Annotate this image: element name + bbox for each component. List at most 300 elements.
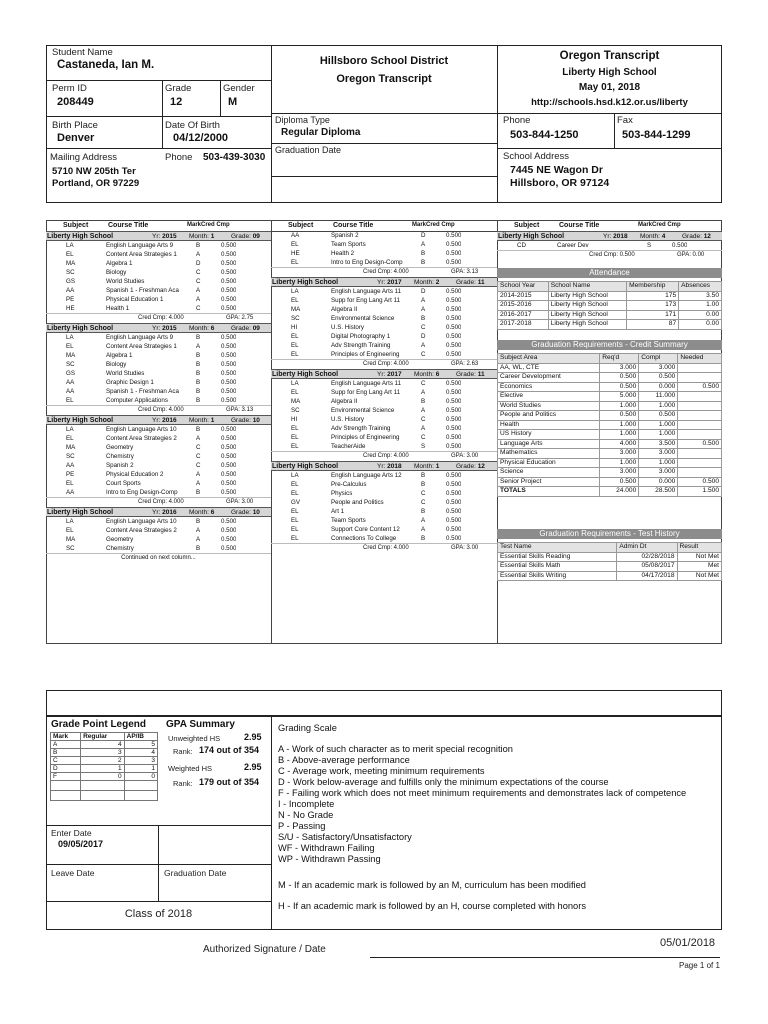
term-year: Yr: 2016 <box>152 417 177 424</box>
table-row <box>498 458 722 468</box>
table-cell: 1.00 <box>679 301 722 311</box>
course-subject: GS <box>66 278 75 285</box>
course-title: Environmental Science <box>331 315 395 322</box>
course-row <box>271 350 497 359</box>
course-title: Algebra 1 <box>106 352 133 359</box>
course-title: Content Area Strategies 2 <box>106 527 177 534</box>
term-school: Liberty High School <box>272 463 339 470</box>
course-mark: A <box>421 306 426 313</box>
unweighted-gpa: 2.95 <box>244 732 262 742</box>
course-mark: A <box>421 526 426 533</box>
table-cell: People and Politics <box>498 411 600 421</box>
term-month-value: 4 <box>661 233 666 240</box>
term-month-value: 1 <box>210 233 215 240</box>
course-mark: C <box>421 380 426 387</box>
term-grade-value: 11 <box>477 279 485 286</box>
diploma-type: Regular Diploma <box>281 127 361 138</box>
course-row <box>46 535 271 544</box>
course-title-header: Course Title <box>333 222 374 229</box>
course-credit: 0.500 <box>221 489 237 496</box>
course-mark: A <box>196 343 201 350</box>
course-row <box>46 443 271 452</box>
course-credit: 0.500 <box>446 342 462 349</box>
course-title: Spanish 2 <box>331 232 359 239</box>
term-year: Yr: 2016 <box>152 509 177 516</box>
graduation-date-label: Graduation Date <box>275 145 342 155</box>
table-cell: Liberty High School <box>548 310 626 320</box>
course-row <box>271 323 497 332</box>
term-school: Liberty High School <box>272 371 339 378</box>
course-credit: 0.500 <box>221 370 237 377</box>
subject-header: Subject <box>514 222 540 229</box>
course-mark: D <box>421 232 426 239</box>
course-row <box>46 304 271 313</box>
table-cell: 1.000 <box>600 401 639 411</box>
enter-date-label: Enter Date <box>51 828 92 838</box>
course-title: Content Area Strategies 2 <box>106 435 177 442</box>
course-subject: PE <box>66 296 75 303</box>
course-title: Biology <box>106 361 127 368</box>
course-row <box>271 424 497 433</box>
grading-scale-item: S/U - Satisfactory/Unsatisfactory <box>278 832 412 842</box>
table-cell: Not Met <box>677 552 722 562</box>
term-year-value: 2017 <box>387 279 402 286</box>
gpa-summary-title: GPA Summary <box>166 719 235 730</box>
page-number: Page 1 of 1 <box>679 961 720 970</box>
course-title: World Studies <box>106 278 145 285</box>
course-subject: LA <box>291 380 299 387</box>
subject-header: Subject <box>63 222 89 229</box>
course-row <box>46 425 271 434</box>
legend-cell: 0 <box>124 773 157 781</box>
course-row <box>46 241 271 250</box>
course-subject: EL <box>291 259 299 266</box>
legend-cell: F <box>51 773 81 781</box>
rank-2-label: Rank: <box>173 779 193 788</box>
term-credit-summary <box>271 451 497 461</box>
course-credit: 0.500 <box>221 296 237 303</box>
table-cell: 2016-2017 <box>498 310 549 320</box>
term-grade: Grade: 09 <box>231 325 260 332</box>
course-credit: 0.500 <box>221 260 237 267</box>
course-title: U.S. History <box>331 324 365 331</box>
course-mark: A <box>196 287 201 294</box>
unweighted-label: Unweighted HS <box>168 734 221 743</box>
table-cell <box>678 449 722 459</box>
attendance-title: Attendance <box>497 268 722 278</box>
course-row <box>46 544 271 553</box>
table-cell: AA, WL, CTE <box>498 363 600 373</box>
term-month-value: 1 <box>210 417 215 424</box>
course-mark: B <box>196 388 201 395</box>
term-month: Month: 6 <box>414 371 440 378</box>
course-subject: EL <box>66 435 74 442</box>
course-credit: 0.500 <box>221 388 237 395</box>
course-row <box>46 295 271 304</box>
legend-header-row <box>51 733 158 741</box>
course-mark: C <box>196 278 201 285</box>
course-subject: AA <box>66 379 75 386</box>
term-grade: Grade: 12 <box>456 463 485 470</box>
table-header-row <box>498 282 722 292</box>
course-mark: B <box>421 398 426 405</box>
term-header <box>271 461 497 471</box>
course-subject: LA <box>291 288 299 295</box>
course-row <box>46 488 271 497</box>
markcred-header: MarkCred Cmp <box>412 222 455 228</box>
course-row <box>271 442 497 451</box>
dob-label: Date Of Birth <box>165 120 220 131</box>
course-row <box>46 452 271 461</box>
cred-cmp: Cred Cmp: 4.000 <box>363 361 409 367</box>
table-row <box>498 430 722 440</box>
course-title: Career Dev <box>557 242 589 249</box>
grading-scale-item: C - Average work, meeting minimum requirements <box>278 766 485 776</box>
blank-header-box <box>46 690 722 716</box>
course-credit: 0.500 <box>446 416 462 423</box>
course-mark: A <box>421 342 426 349</box>
term-gpa: GPA: 3.00 <box>451 545 479 551</box>
table-cell: 0.500 <box>600 411 639 421</box>
course-row <box>46 268 271 277</box>
course-subject: EL <box>66 251 74 258</box>
course-subject: EL <box>291 241 299 248</box>
weighted-label: Weighted HS <box>168 764 213 773</box>
table-cell <box>678 420 722 430</box>
column-header <box>46 221 271 231</box>
course-title: Support Core Content 12 <box>331 526 400 533</box>
course-row <box>271 240 497 249</box>
course-subject: EL <box>291 425 299 432</box>
course-row <box>46 277 271 286</box>
table-cell: Liberty High School <box>548 291 626 301</box>
term-grade: Grade: 11 <box>456 279 485 286</box>
grading-scale-item: A - Work of such character as to merit special recognition <box>278 744 513 754</box>
column-header <box>271 221 497 231</box>
course-row <box>271 433 497 442</box>
grade-value: 12 <box>170 96 183 108</box>
grading-scale-item: WF - Withdrawn Failing <box>278 843 375 853</box>
grading-scale-title: Grading Scale <box>278 723 337 733</box>
table-cell: 3.000 <box>600 449 639 459</box>
table-header-cell: Test Name <box>498 543 617 553</box>
table-cell: 02/28/2018 <box>617 552 677 562</box>
course-row <box>271 471 497 480</box>
course-mark: D <box>421 288 426 295</box>
course-row <box>271 397 497 406</box>
course-subject: EL <box>291 443 299 450</box>
table-row <box>498 401 722 411</box>
signature-label: Authorized Signature / Date <box>203 944 326 955</box>
term-month-value: 6 <box>210 509 215 516</box>
course-mark: B <box>421 535 426 542</box>
table-row <box>498 363 722 373</box>
course-title: Chemistry <box>106 545 134 552</box>
rank-2: 179 out of 354 <box>199 777 260 787</box>
course-credit: 0.500 <box>446 472 462 479</box>
course-subject: HI <box>291 324 298 331</box>
term-credit-summary <box>271 267 497 277</box>
course-mark: A <box>196 471 201 478</box>
grade-point-legend-table <box>50 732 158 801</box>
table-header-cell: Absences <box>679 282 722 292</box>
course-mark: C <box>421 351 426 358</box>
course-column-2 <box>271 221 497 553</box>
course-mark: B <box>421 472 426 479</box>
course-title: Court Sports <box>106 480 141 487</box>
table-cell: Essential Skills Writing <box>498 571 617 581</box>
table-cell: 87 <box>627 320 679 330</box>
course-mark: B <box>421 259 426 266</box>
legend-empty-cell <box>51 781 81 791</box>
term-grade: Grade: 11 <box>456 371 485 378</box>
course-mark: B <box>196 370 201 377</box>
table-cell: 1.000 <box>639 401 678 411</box>
course-credit: 0.500 <box>446 425 462 432</box>
course-title: Algebra 1 <box>106 260 133 267</box>
legend-header-cell: Regular <box>81 733 125 741</box>
course-row <box>271 332 497 341</box>
course-title: Algebra II <box>331 398 358 405</box>
term-month-value: 1 <box>435 463 440 470</box>
course-subject: LA <box>66 242 74 249</box>
course-credit: 0.500 <box>446 389 462 396</box>
course-subject: HE <box>66 305 75 312</box>
term-grade-value: 11 <box>477 371 485 378</box>
course-subject: AA <box>66 489 75 496</box>
course-mark: A <box>421 517 426 524</box>
table-row <box>498 571 722 581</box>
course-row <box>46 259 271 268</box>
course-mark: S <box>421 443 426 450</box>
term-year: Yr: 2015 <box>152 325 177 332</box>
table-cell: 3.000 <box>639 468 678 478</box>
term-month: Month: 4 <box>640 233 666 240</box>
school-address-label: School Address <box>503 151 570 162</box>
table-cell: Science <box>498 468 600 478</box>
birth-place-label: Birth Place <box>52 120 98 131</box>
table-row <box>498 301 722 311</box>
course-credit: 0.500 <box>221 527 237 534</box>
test-history-title: Graduation Requirements - Test History <box>497 529 722 539</box>
term-grade-value: 09 <box>252 233 260 240</box>
term-year-value: 2016 <box>162 509 177 516</box>
course-row <box>271 415 497 424</box>
table-row <box>498 562 722 572</box>
course-mark: A <box>421 425 426 432</box>
legend-cell: 4 <box>81 741 125 749</box>
term-header <box>46 507 271 517</box>
term-month: Month: 1 <box>189 233 215 240</box>
course-mark: C <box>196 462 201 469</box>
table-cell: Health <box>498 420 600 430</box>
term-year-value: 2016 <box>162 417 177 424</box>
course-title: Algebra II <box>331 306 358 313</box>
table-cell: 4.000 <box>600 439 639 449</box>
totals-cell: 1.500 <box>678 487 722 497</box>
course-row <box>271 507 497 516</box>
course-credit: 0.500 <box>221 518 237 525</box>
course-title: Physics <box>331 490 353 497</box>
term-header <box>46 323 271 333</box>
course-mark: C <box>196 453 201 460</box>
table-cell: 171 <box>627 310 679 320</box>
legend-cell: 0 <box>81 773 125 781</box>
course-mark: S <box>647 242 652 249</box>
course-title: Principles of Engineering <box>331 434 400 441</box>
table-cell: 1.000 <box>600 458 639 468</box>
course-credit: 0.500 <box>221 426 237 433</box>
course-credit: 0.500 <box>221 269 237 276</box>
course-title: Intro to Eng Design-Comp <box>106 489 178 496</box>
course-mark: B <box>196 242 201 249</box>
course-row <box>271 287 497 296</box>
table-cell: US History <box>498 430 600 440</box>
term-year: Yr: 2017 <box>377 279 402 286</box>
weighted-gpa: 2.95 <box>244 762 262 772</box>
table-header-row <box>498 543 722 553</box>
course-row <box>271 534 497 543</box>
course-credit: 0.500 <box>446 526 462 533</box>
term-month: Month: 6 <box>189 509 215 516</box>
course-credit: 0.500 <box>221 545 237 552</box>
table-row <box>498 439 722 449</box>
course-credit: 0.500 <box>446 490 462 497</box>
course-title: Environmental Science <box>331 407 395 414</box>
course-subject: LA <box>66 426 74 433</box>
course-mark: B <box>196 352 201 359</box>
course-mark: B <box>196 489 201 496</box>
course-title: Computer Applications <box>106 397 168 404</box>
course-credit: 0.500 <box>446 351 462 358</box>
term-gpa: GPA: 3.00 <box>226 499 254 505</box>
course-subject: EL <box>66 397 74 404</box>
table-cell: World Studies <box>498 401 600 411</box>
course-credit: 0.500 <box>446 398 462 405</box>
grading-note-m: M - If an academic mark is followed by an M, curriculum has been modified <box>278 880 586 890</box>
course-subject: MA <box>291 306 301 313</box>
course-row <box>271 258 497 267</box>
district-name: Hillsboro School District <box>319 55 449 67</box>
grade-label: Grade <box>165 83 192 94</box>
term-year-value: 2015 <box>162 325 177 332</box>
course-credit: 0.500 <box>221 453 237 460</box>
term-credit-summary <box>497 250 722 260</box>
dob-value: 04/12/2000 <box>173 132 229 144</box>
term-credit-summary <box>271 543 497 553</box>
school-url[interactable]: http://schools.hsd.k12.or.us/liberty <box>531 97 688 108</box>
course-subject: MA <box>291 398 301 405</box>
table-cell: 1.000 <box>639 458 678 468</box>
term-grade-value: 09 <box>252 325 260 332</box>
term-month-value: 6 <box>210 325 215 332</box>
student-phone: 503-439-3030 <box>203 152 266 163</box>
school-name: Liberty High School <box>562 67 657 78</box>
term-header <box>271 277 497 287</box>
totals-cell: 28.500 <box>639 487 678 497</box>
table-row <box>498 449 722 459</box>
table-row <box>498 392 722 402</box>
table-cell: Mathematics <box>498 449 600 459</box>
term-school: Liberty High School <box>498 233 565 240</box>
course-mark: C <box>421 434 426 441</box>
legend-empty-cell <box>124 791 157 801</box>
column-header <box>497 221 722 231</box>
course-row <box>46 526 271 535</box>
table-cell: 2015-2016 <box>498 301 549 311</box>
table-cell: 0.500 <box>600 373 639 383</box>
course-credit: 0.500 <box>446 535 462 542</box>
course-title: Spanish 2 <box>106 462 134 469</box>
table-cell: 1.000 <box>639 430 678 440</box>
course-row <box>46 286 271 295</box>
course-subject: AA <box>66 388 75 395</box>
transcript-title: Oregon Transcript <box>559 50 660 62</box>
term-grade: Grade: 10 <box>231 417 260 424</box>
term-year-value: 2018 <box>613 233 628 240</box>
course-title: Team Sports <box>331 517 366 524</box>
course-row <box>271 305 497 314</box>
course-row <box>271 341 497 350</box>
table-header-cell: Membership <box>627 282 679 292</box>
mailing-line-2: Portland, OR 97229 <box>52 178 140 189</box>
course-subject: GV <box>291 499 300 506</box>
table-cell: Language Arts <box>498 439 600 449</box>
course-subject: EL <box>291 434 299 441</box>
grading-scale-item: B - Above-average performance <box>278 755 410 765</box>
legend-cell: C <box>51 757 81 765</box>
table-cell: Career Development <box>498 373 600 383</box>
term-grade-value: 10 <box>252 417 260 424</box>
course-title: Geometry <box>106 444 134 451</box>
course-credit: 0.500 <box>221 278 237 285</box>
course-subject: EL <box>291 535 299 542</box>
table-cell <box>678 363 722 373</box>
legend-empty-cell <box>81 781 125 791</box>
mailing-line-1: 5710 NW 205th Ter <box>52 166 136 177</box>
legend-cell: D <box>51 765 81 773</box>
table-row <box>498 310 722 320</box>
course-credit: 0.500 <box>221 462 237 469</box>
grading-scale-item: N - No Grade <box>278 810 334 820</box>
course-mark: C <box>421 324 426 331</box>
table-cell: Liberty High School <box>548 301 626 311</box>
term-month: Month: 6 <box>189 325 215 332</box>
gender-label: Gender <box>223 83 255 94</box>
table-cell: 0.500 <box>678 439 722 449</box>
course-title: Health 1 <box>106 305 130 312</box>
table-cell <box>678 411 722 421</box>
course-mark: C <box>421 499 426 506</box>
course-subject: SC <box>291 407 300 414</box>
course-title: English Language Arts 11 <box>331 288 402 295</box>
legend-cell: 2 <box>81 757 125 765</box>
cred-cmp: Cred Cmp: 4.000 <box>138 407 184 413</box>
course-subject: EL <box>291 517 299 524</box>
course-title: English Language Arts 10 <box>106 426 177 433</box>
course-title: English Language Arts 9 <box>106 242 174 249</box>
legend-row <box>51 749 158 757</box>
table-header-cell: Admin Dt <box>617 543 677 553</box>
course-column-1 <box>46 221 271 563</box>
course-mark: A <box>421 297 426 304</box>
table-cell: 3.000 <box>600 468 639 478</box>
course-subject: MA <box>66 260 76 267</box>
course-mark: B <box>421 508 426 515</box>
course-credit: 0.500 <box>446 407 462 414</box>
table-row <box>498 468 722 478</box>
legend-row <box>51 765 158 773</box>
